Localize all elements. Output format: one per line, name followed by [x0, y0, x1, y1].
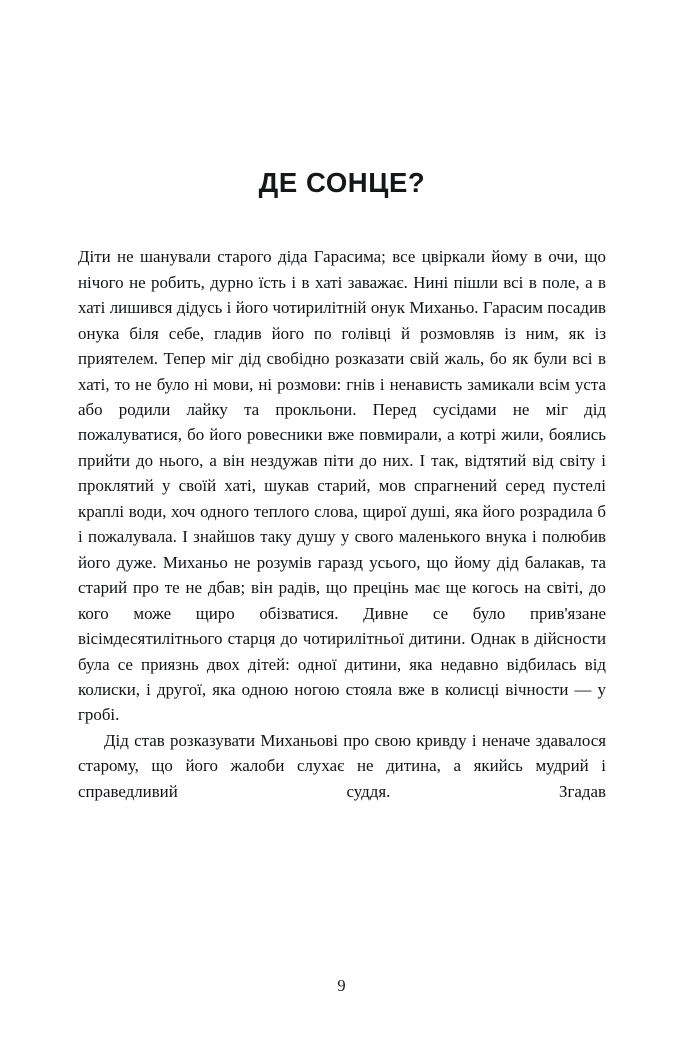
page-number: 9 [337, 976, 346, 995]
chapter-title: ДЕ СОНЦЕ? [258, 167, 426, 198]
body-paragraph: Діти не шанували старого діда Гарасима; все цвіркали йому в очи, що нічого не робить, дурно їсть і в хаті заважає. Нині пішли всі в поле, а в хаті лишився дідусь і його чотирилітній онук Миханьо. Гарасим посадив онука біля себе, гладив його по голівці й розмовляв із ним, як із приятелем. Тепер міг дід свобідно розказати свій жаль, бо як були всі в хаті, то не було ні мови, ні розмови: гнів і ненависть замикали всім уста або родили лайку та прокльони. Перед сусідами не міг дід пожалуватися, бо його ровесники вже повмирали, а котрі жили, боялись прийти до нього, а він нездужав піти до них. І так, відтятий від світу і проклятий у своїй хаті, шукав старий, мов спрагнений серед пустелі краплі води, хоч одного теплого слова, щирої душі, яка його розрадила б і пожалувала. І знайшов таку душу у свого маленького внука і полюбив його дуже. Миханьо не розумів гаразд усього, що йому дід балакав, та старий про те не дбав; він радів, що прецінь має ще когось на світі, до кого може щиро обізватися. Дивне се було прив'язане вісімдесятилітнього старця до чотирилітньої дитини. Однак в дійсности була се приязнь двох дітей: одної дитини, яка недавно відбилась від колиски, і другої, яка одною ногою стояла вже в колисці вічности — у гробі. [78, 247, 606, 725]
page-content-column [78, 0, 606, 830]
body-paragraph: Дід став розказувати Миханьові про свою кривду і неначе здавалося старому, що його жалоби слухає не дитина, а якийсь мудрий і справедливий суддя. Згадав [78, 730, 606, 801]
